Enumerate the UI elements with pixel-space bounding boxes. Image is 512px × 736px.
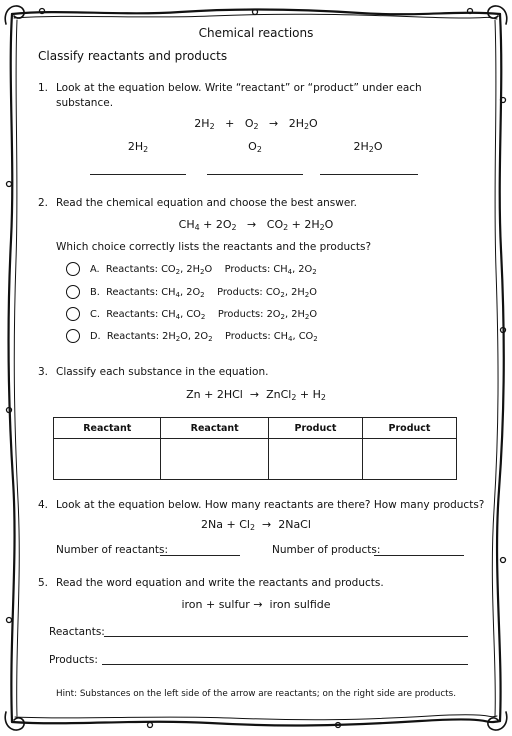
- q5-number: 5.: [38, 577, 49, 589]
- table-header: Reactant: [161, 418, 268, 439]
- option-c-text: C. Reactants: $CH_4$, $CO_2$ Products: $2O_2$, $2H_2O$: [90, 309, 318, 321]
- q5-text: Read the word equation and write the reactants and products.: [56, 577, 384, 589]
- q4-number: 4.: [38, 499, 49, 511]
- table-answer-cell[interactable]: [54, 439, 161, 480]
- reactants-count-label: Number of reactants:: [56, 544, 169, 556]
- reactants-answer-line[interactable]: [104, 636, 468, 637]
- products-count-blank[interactable]: [374, 555, 464, 556]
- q1-label-h2: $2H_2$: [127, 140, 149, 154]
- q2-equation: $CH_4 + 2O_2$ → $CO_2 + 2H_2O$: [178, 218, 334, 232]
- q1-number: 1.: [38, 82, 49, 94]
- worksheet-title: Chemical reactions: [198, 26, 314, 40]
- q1-answer-blank-1[interactable]: [90, 174, 186, 175]
- q1-label-h2o: $2H_2O$: [353, 140, 383, 154]
- q4-equation: $2Na + Cl_2$ → 2NaCl: [201, 518, 311, 532]
- q3-equation: Zn + 2HCl → ZnCl$_2$ + $H_2$: [186, 388, 326, 402]
- section-title: Classify reactants and products: [38, 49, 228, 63]
- q1-text-line2: substance.: [56, 97, 114, 109]
- option-d-text: D. Reactants: $2H_2O$, $2O_2$ Products: $CH_4$, $CO_2$: [90, 331, 318, 343]
- products-label: Products:: [49, 654, 98, 666]
- q1-text-line1: Look at the equation below. Write “reactant” or “product” under each: [56, 82, 422, 94]
- q2-question: Which choice correctly lists the reactants and the products?: [56, 241, 372, 253]
- products-count-label: Number of products:: [272, 544, 381, 556]
- hint-text: Hint: Substances on the left side of the arrow are reactants; on the right side are products.: [55, 689, 457, 699]
- q2-text: Read the chemical equation and choose the best answer.: [56, 197, 358, 209]
- option-b-text: B. Reactants: $CH_4$, $2O_2$ Products: $CO_2$, $2H_2O$: [90, 287, 317, 299]
- table-header: Product: [362, 418, 456, 439]
- products-answer-line[interactable]: [102, 664, 468, 665]
- option-b-radio[interactable]: [66, 285, 80, 299]
- option-c-radio[interactable]: [66, 307, 80, 321]
- option-d-radio[interactable]: [66, 329, 80, 343]
- q1-answer-blank-3[interactable]: [320, 174, 418, 175]
- q3-text: Classify each substance in the equation.: [56, 366, 269, 378]
- option-a-radio[interactable]: [66, 262, 80, 276]
- q5-equation: iron + sulfur → iron sulfide: [181, 598, 331, 611]
- q3-number: 3.: [38, 366, 49, 378]
- q4-text: Look at the equation below. How many reactants are there? How many products?: [56, 499, 485, 511]
- table-header: Product: [268, 418, 362, 439]
- reactants-count-blank[interactable]: [160, 555, 240, 556]
- q1-answer-blank-2[interactable]: [207, 174, 303, 175]
- reactants-label: Reactants:: [49, 626, 105, 638]
- table-header: Reactant: [54, 418, 161, 439]
- option-a-text: A. Reactants: $CO_2$, $2H_2O$ Products: $CH_4$, $2O_2$: [90, 264, 317, 276]
- q2-number: 2.: [38, 197, 49, 209]
- q1-label-o2: $O_2$: [248, 140, 262, 154]
- table-answer-cell[interactable]: [161, 439, 268, 480]
- q1-equation: $2H_2$ + $O_2$ → $2H_2O$: [194, 117, 318, 131]
- classify-table: [53, 417, 457, 480]
- table-answer-cell[interactable]: [268, 439, 362, 480]
- table-answer-cell[interactable]: [362, 439, 456, 480]
